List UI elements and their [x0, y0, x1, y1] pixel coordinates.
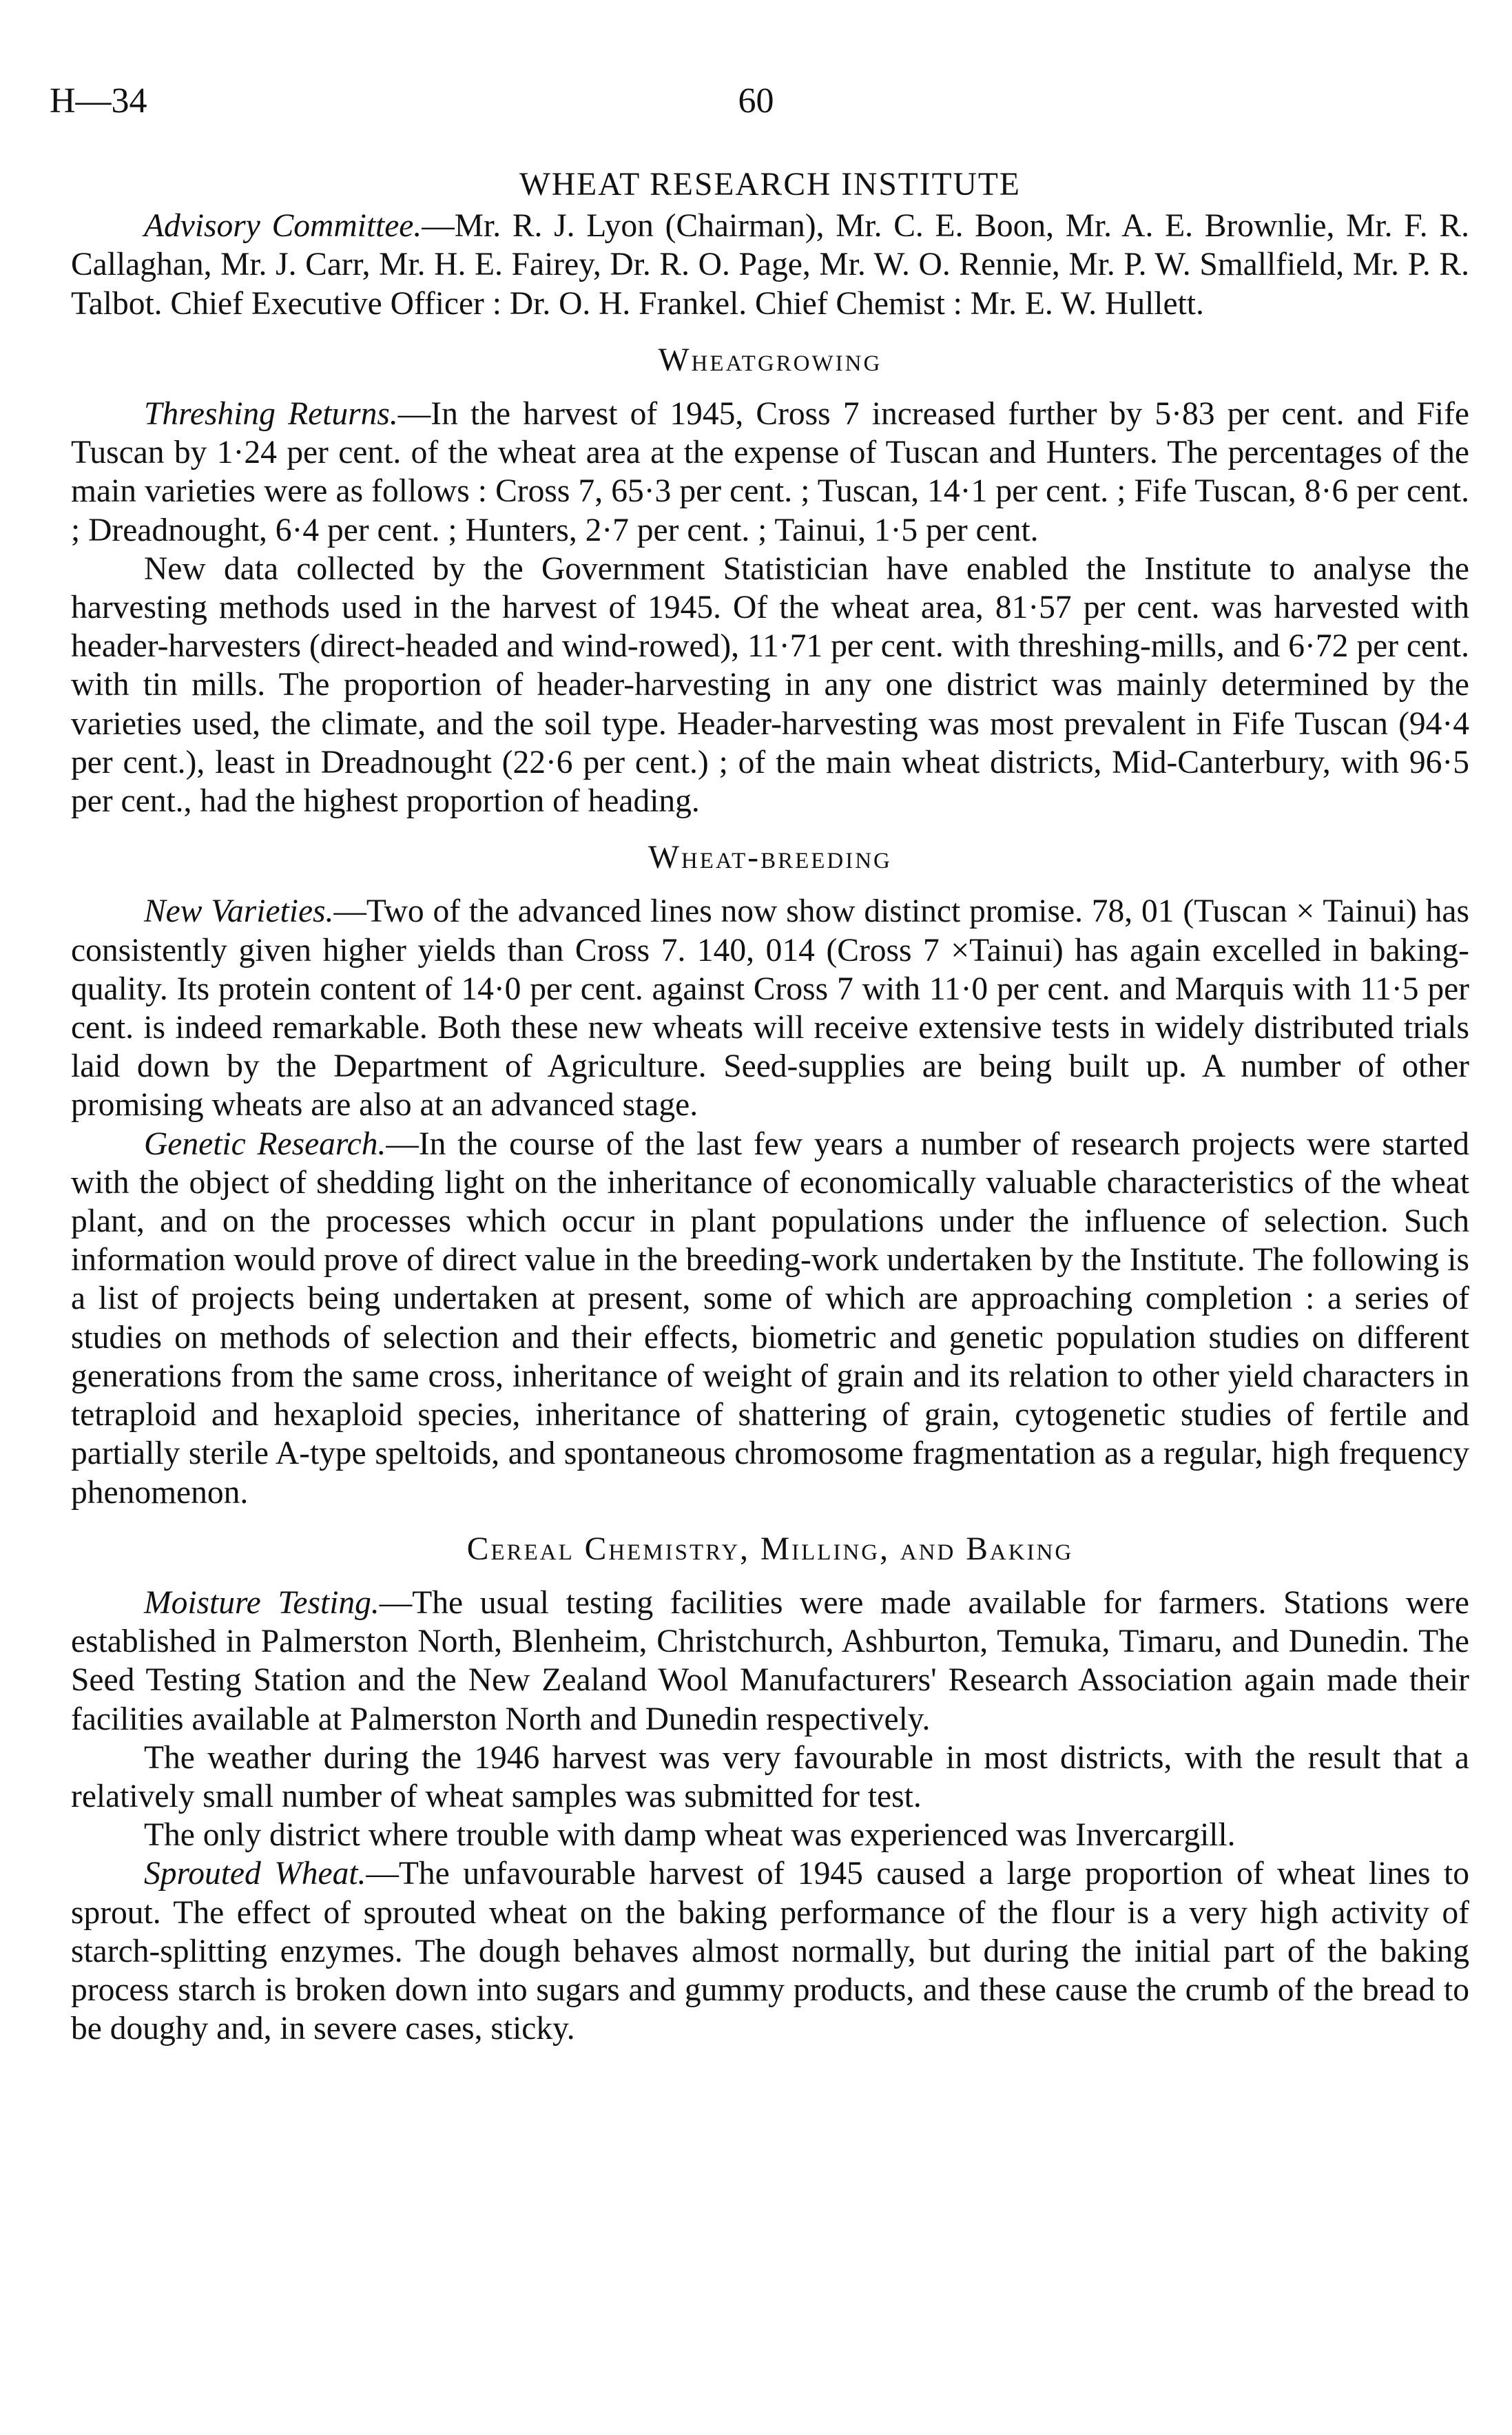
- new-varieties-paragraph: [71, 892, 1469, 1124]
- section-heading-wheatgrowing: Wheatgrowing: [658, 342, 882, 378]
- sprouted-wheat-text: —The unfavourable harvest of 1945 caused a large proportion of wheat lines to sprout. The effect of sprouted wheat on the baking performance of the flour is a very high activity of starch-splitting enzymes. The dough behaves almost normally, but during the initial part of the baking process starch is broken down into sugars and gummy products, and these cause the crumb of the bread to be doughy and, in severe cases, sticky.: [71, 1856, 1469, 2047]
- threshing-returns-text: —In the harvest of 1945, Cross 7 increased further by 5·83 per cent. and Fife Tuscan by 1·24 per cent. of the wheat area at the expense of Tuscan and Hunters. The percentages of the main varieties were as follows : Cross 7, 65·3 per cent. ; Tuscan, 14·1 per cent. ; Fife Tuscan, 8·6 per cent. ; Dreadnought, 6·4 per cent. ; Hunters, 2·7 per cent. ; Tainui, 1·5 per cent.: [71, 396, 1470, 548]
- section-heading-wheat-breeding: Wheat-breeding: [648, 840, 892, 876]
- weather-paragraph: The weather during the 1946 harvest was very favourable in most districts, with the result that a relatively small number of wheat samples was submitted for test.: [71, 1739, 1469, 1814]
- document-title: WHEAT RESEARCH INSTITUTE: [519, 167, 1021, 203]
- committee-lead: Advisory Committee.: [144, 208, 422, 245]
- section-heading-cereal-chemistry: Cereal Chemistry, Milling, and Baking: [466, 1531, 1074, 1567]
- genetic-research-paragraph: [71, 1125, 1469, 1512]
- new-varieties-lead: New Varieties.: [144, 893, 334, 930]
- genetic-research-lead: Genetic Research.: [144, 1126, 386, 1162]
- threshing-returns-lead: Threshing Returns.: [144, 396, 398, 433]
- committee-paragraph: [71, 207, 1469, 323]
- genetic-research-text: —In the course of the last few years a number of research projects were started with the object of shedding light on the inheritance of economically valuable characteristics of the wheat plant, and on the processes which occur in plant populations under the influence of selection. Such information would prove of direct value in the breeding-work undertaken by the Institute. The following is a list of projects being undertaken at present, some of which are approaching completion : a series of studies on methods of selection and their effects, biometric and genetic population studies on different generations from the same cross, inheritance of weight of grain and its relation to other yield characters in tetraploid and hexaploid species, inheritance of shattering of grain, cytogenetic studies of fertile and partially sterile A-type speltoids, and spontaneous chromosome fragmentation as a regular, high frequency phenomenon.: [71, 1126, 1469, 1511]
- page-reference: H—34: [50, 81, 147, 121]
- document-body: [71, 165, 1469, 2048]
- committee-text: —Mr. R. J. Lyon (Chairman), Mr. C. E. Boon, Mr. A. E. Brownlie, Mr. F. R. Callaghan, Mr. J. Carr, Mr. H. E. Fairey, Dr. R. O. Page, Mr. W. O. Rennie, Mr. P. W. Smallfield, Mr. P. R. Talbot. Chief Executive Officer : Dr. O. H. Frankel. Chief Chemist : Mr. E. W. Hullett.: [71, 208, 1469, 322]
- harvesting-methods-paragraph: New data collected by the Government Statistician have enabled the Institute to analyse the harvesting methods used in the harvest of 1945. Of the wheat area, 81·57 per cent. was harvested with header-harvesters (direct-headed and wind-rowed), 11·71 per cent. with threshing-mills, and 6·72 per cent. with tin mills. The proportion of header-harvesting in any one district was mainly determined by the varieties used, the climate, and the soil type. Header-harvesting was most prevalent in Fife Tuscan (94·4 per cent.), least in Dreadnought (22·6 per cent.) ; of the main wheat districts, Mid-Canterbury, with 96·5 per cent., had the highest proportion of heading.: [71, 550, 1469, 820]
- page-number: 60: [738, 81, 774, 121]
- sprouted-wheat-paragraph: [71, 1854, 1469, 2048]
- moisture-testing-text: —The usual testing facilities were made available for farmers. Stations were established in Palmerston North, Blenheim, Christchurch, Ashburton, Temuka, Timaru, and Dunedin. The Seed Testing Station and the New Zealand Wool Manufacturers' Research Association again made their facilities available at Palmerston North and Dunedin respectively.: [71, 1584, 1469, 1737]
- moisture-testing-paragraph: [71, 1584, 1469, 1739]
- new-varieties-text: —Two of the advanced lines now show distinct promise. 78, 01 (Tuscan × Tainui) has consistently given higher yields than Cross 7. 140, 014 (Cross 7 ×Tainui) has again excelled in baking-quality. Its protein content of 14·0 per cent. against Cross 7 with 11·0 per cent. and Marquis with 11·5 per cent. is indeed remarkable. Both these new wheats will receive extensive tests in widely distributed trials laid down by the Department of Agriculture. Seed-supplies are being built up. A number of other promising wheats are also at an advanced stage.: [71, 893, 1469, 1123]
- threshing-returns-paragraph: [71, 395, 1469, 550]
- damp-wheat-paragraph: The only district where trouble with damp wheat was experienced was Invercargill.: [144, 1817, 1236, 1854]
- moisture-testing-lead: Moisture Testing.: [144, 1584, 380, 1621]
- running-head: [0, 77, 1512, 125]
- sprouted-wheat-lead: Sprouted Wheat.: [144, 1856, 366, 1892]
